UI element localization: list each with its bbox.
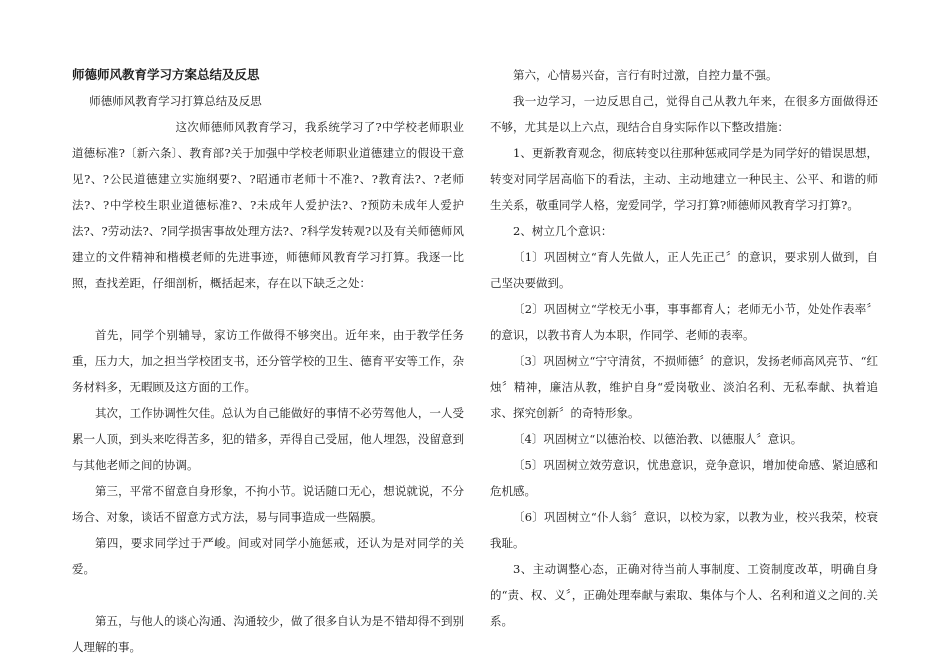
awareness-3: 〔3〕巩固树立“宁守清贫，不损师德〞的意识，发扬老师高风亮节、“红烛〞精神，廉洁从教，维护自身“爱岗敬业、淡泊名利、无私奉献、执着追求、探究创新〞的奇特形象。 bbox=[490, 354, 878, 420]
paragraph-gap bbox=[72, 296, 464, 322]
paragraph-intro: 这次师德师风教育学习，我系统学习了?中学校老师职业道德标准?〔新六条〕、教育部?关于加强中学校老师职业道德建立的假设干意见?、?公民道德建立实施纲要?、?昭通市老师十不准?、?教育法?、?老师法?、?中学校生职业道德标准?、?未成年人爱护法?、?预防未成年人爱护法?、?劳动法?、?同学损害事故处理方法?、?科学发转观?以及有关师德师风建立的文件精神和楷模老师的先进事迹，师德师风教育学习打算。我逐一比照，查找差距，仔细剖析，概括起来，存在以下缺乏之处： bbox=[72, 120, 464, 290]
measure-1: 1、更新教育观念，彻底转变以往那种惩戒同学是为同学好的错误思想，转变对同学居高临下的看法，主动、主动地建立一种民主、公平、和谐的师生关系，敬重同学人格，宠爱同学，学习打算?师德师风教育学习打算?。 bbox=[490, 146, 878, 212]
paragraph-sixth: 第六，心情易兴奋，言行有时过激，自控力量不强。 bbox=[513, 68, 778, 82]
document-subtitle: 师德师风教育学习打算总结及反思 bbox=[89, 94, 262, 108]
awareness-6: 〔6〕巩固树立“仆人翁〞意识，以校为家，以教为业，校兴我荣，校衰我耻。 bbox=[490, 510, 878, 550]
paragraph-reflection: 我一边学习，一边反思自己，觉得自己从教九年来，在很多方面做得还不够，尤其是以上六点，现结合自身实际作以下整改措施： bbox=[490, 94, 878, 134]
left-column bbox=[72, 62, 464, 660]
awareness-1: 〔1〕巩固树立“育人先做人，正人先正己〞的意识，要求别人做到，自己坚决要做到。 bbox=[490, 250, 878, 290]
right-column bbox=[490, 62, 878, 634]
measure-2-heading: 2、树立几个意识： bbox=[513, 224, 613, 238]
paragraph-second: 其次，工作协调性欠佳。总认为自己能做好的事情不必劳驾他人，一人受累一人顶，到头来吃得苦多，犯的错多，弄得自己受屈，他人埋怨，没留意到与其他老师之间的协调。 bbox=[72, 406, 464, 472]
document-title: 师德师风教育学习方案总结及反思 bbox=[72, 67, 260, 82]
awareness-2: 〔2〕巩固树立“学校无小事，事事都育人；老师无小节，处处作表率〞的意识，以教书育人为本职，作同学、老师的表率。 bbox=[490, 302, 878, 342]
paragraph-gap bbox=[72, 582, 464, 608]
paragraph-fifth: 第五，与他人的谈心沟通、沟通较少，做了很多自认为是不错却得不到别人理解的事。 bbox=[72, 614, 464, 654]
paragraph-fourth: 第四，要求同学过于严峻。间或对同学小施惩戒，还认为是对同学的关爱。 bbox=[72, 536, 464, 576]
measure-3: 3、主动调整心态，正确对待当前人事制度、工资制度改革，明确自身的“责、权、义〞，正确处理奉献与索取、集体与个人、名利和道义之间的.关系。 bbox=[490, 562, 878, 628]
paragraph-first: 首先，同学个别辅导，家访工作做得不够突出。近年来，由于教学任务重，压力大，加之担当学校团支书，还分管学校的卫生、德育平安等工作，杂务材料多，无暇顾及这方面的工作。 bbox=[72, 328, 464, 394]
awareness-4: 〔4〕巩固树立“以德治校、以德治教、以德服人〞意识。 bbox=[513, 432, 803, 446]
paragraph-third: 第三，平常不留意自身形象，不拘小节。说话随口无心，想说就说，不分场合、对象，谈话不留意方式方法，易与同事造成一些隔膜。 bbox=[72, 484, 464, 524]
awareness-5: 〔5〕巩固树立效劳意识，忧患意识，竞争意识，增加使命感、紧迫感和危机感。 bbox=[490, 458, 878, 498]
